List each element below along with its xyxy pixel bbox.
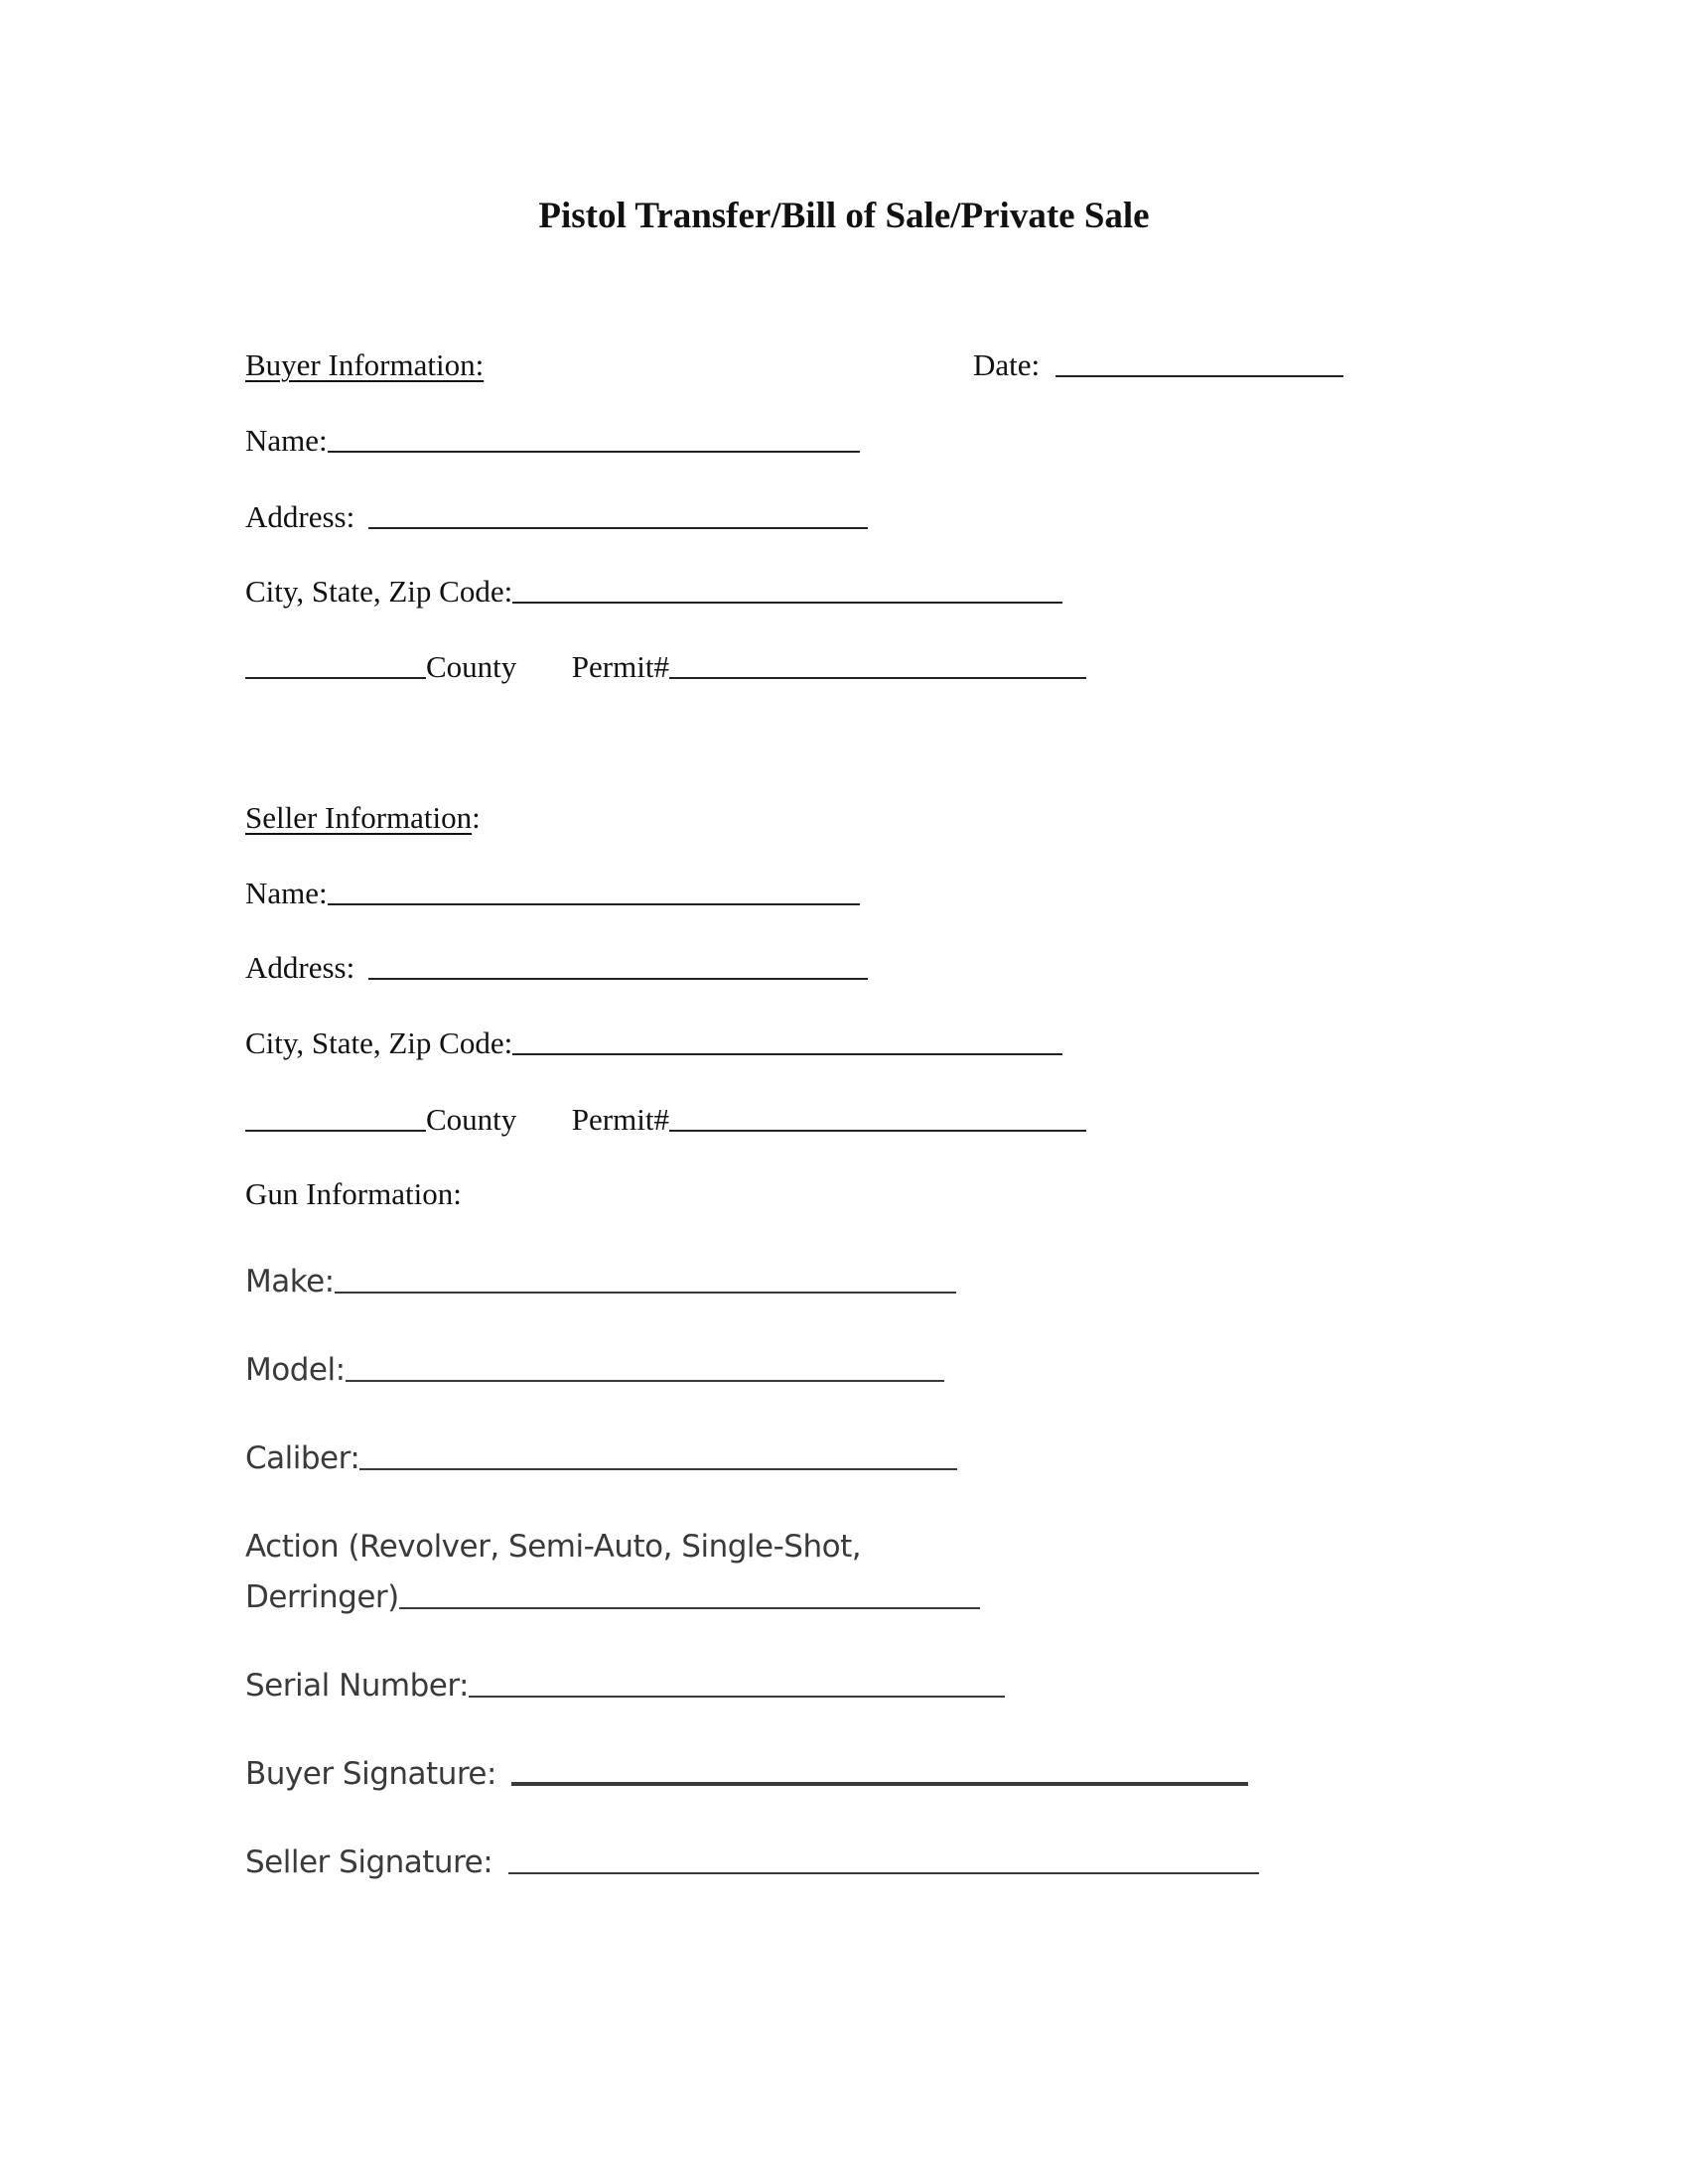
seller-address-label: Address: [245,950,355,985]
seller-county-permit-row [245,1104,1086,1135]
buyer-county-input[interactable] [245,677,426,679]
serial-number-label: Serial Number: [245,1668,470,1704]
buyer-name-field[interactable] [245,425,860,456]
caliber-label: Caliber: [245,1440,360,1476]
serial-number-field[interactable] [245,1668,1005,1704]
buyer-signature-label: Buyer Signature: [245,1756,496,1792]
seller-information-heading: Seller Information: [245,800,481,835]
seller-address-field[interactable] [245,952,868,983]
make-label: Make: [245,1264,335,1299]
buyer-city-field[interactable] [245,576,1062,607]
buyer-address-field[interactable] [245,501,868,532]
action-label-row [245,1529,862,1565]
action-label: Action [245,1529,340,1565]
buyer-name-input[interactable] [328,451,860,453]
buyer-city-label: City, State, Zip Code: [245,574,513,609]
seller-name-input[interactable] [328,903,860,905]
buyer-permit-label: Permit# [571,649,669,684]
seller-name-label: Name: [245,876,328,910]
caliber-input[interactable] [359,1468,957,1470]
buyer-information-heading: Buyer Information: [245,347,485,382]
buyer-signature-input[interactable] [511,1782,1248,1786]
make-field[interactable] [245,1264,956,1299]
date-field[interactable] [973,349,1343,380]
seller-city-label: City, State, Zip Code: [245,1025,513,1060]
caliber-field[interactable] [245,1440,957,1476]
seller-county-label: County [426,1102,517,1137]
action-options: (Revolver, Semi-Auto, Single-Shot, [339,1529,862,1565]
document-title: Pistol Transfer/Bill of Sale/Private Sale [538,196,1150,236]
model-label: Model: [245,1352,346,1388]
seller-permit-input[interactable] [669,1130,1086,1132]
seller-signature-input[interactable] [508,1872,1259,1874]
seller-permit-label: Permit# [571,1102,669,1137]
date-label: Date: [973,347,1041,382]
seller-name-field[interactable] [245,878,860,908]
buyer-county-permit-row [245,651,1086,682]
action-field[interactable] [245,1579,980,1615]
buyer-city-input[interactable] [512,602,1062,604]
model-input[interactable] [346,1380,944,1382]
action-options-continued: Derringer) [245,1579,399,1615]
buyer-county-label: County [426,649,517,684]
date-input[interactable] [1055,375,1343,377]
buyer-address-input[interactable] [368,527,868,529]
gun-information-heading: Gun Information: [245,1176,462,1211]
seller-signature-field[interactable] [245,1844,1259,1880]
seller-signature-label: Seller Signature: [245,1844,493,1880]
make-input[interactable] [335,1292,956,1294]
buyer-permit-input[interactable] [669,677,1086,679]
action-input[interactable] [399,1607,980,1609]
buyer-name-label: Name: [245,423,328,458]
serial-number-input[interactable] [469,1696,1005,1698]
seller-city-input[interactable] [512,1053,1062,1055]
buyer-address-label: Address: [245,499,355,534]
model-field[interactable] [245,1352,944,1388]
seller-county-input[interactable] [245,1130,426,1132]
seller-address-input[interactable] [368,978,868,980]
seller-city-field[interactable] [245,1027,1062,1058]
buyer-signature-field[interactable] [245,1756,1248,1792]
